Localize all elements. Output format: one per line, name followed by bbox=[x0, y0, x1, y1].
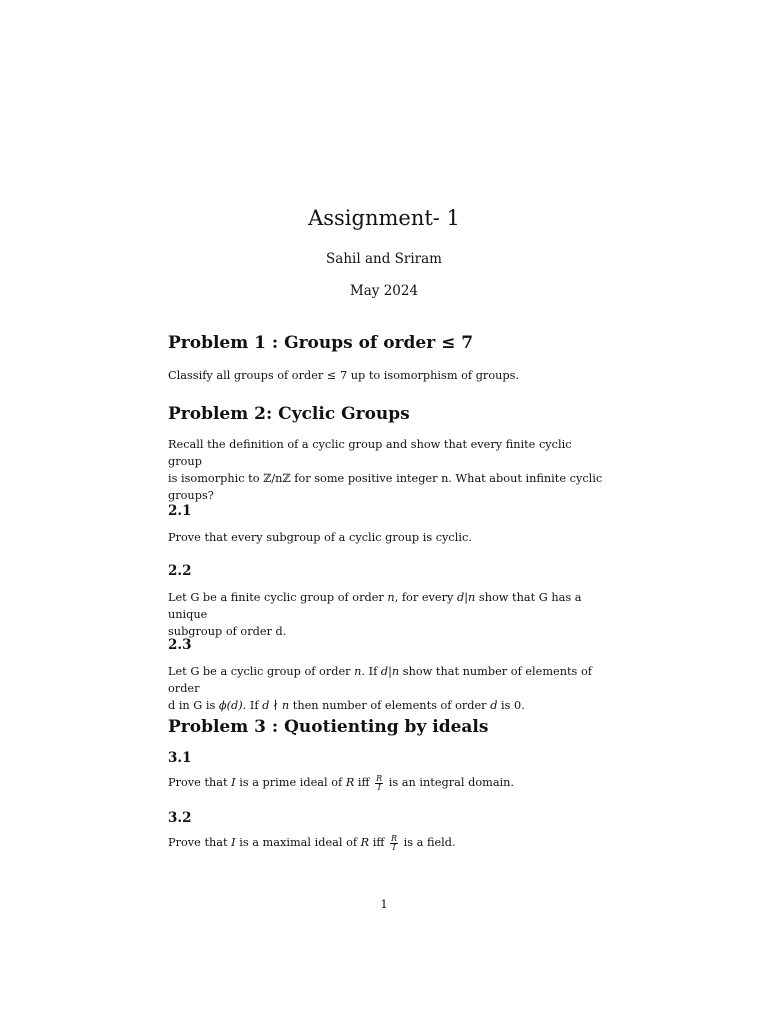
section-3-2-heading: 3.2 bbox=[168, 810, 192, 826]
section-3-1-text: Prove that I is a prime ideal of R iff $\frac{R}{I}$ is an integral domain. bbox=[168, 773, 515, 792]
math-d-not-divides-n: d ∤ n bbox=[262, 699, 290, 712]
document-date: May 2024 bbox=[349, 283, 419, 299]
section-2-3-line: Let G be a cyclic group of order n. If d|n show that number of elements of order bbox=[168, 665, 592, 695]
math-phi-d: ϕ(d) bbox=[218, 699, 243, 712]
fraction-R-over-I: $\frac{R}{I}$ bbox=[391, 833, 398, 852]
problem-2-heading: Problem 2: Cyclic Groups bbox=[168, 404, 410, 424]
problem-2-text-line: groups? bbox=[168, 489, 214, 502]
section-2-3-text bbox=[168, 663, 608, 714]
section-2-2-text bbox=[168, 589, 608, 640]
math-I: I bbox=[231, 836, 236, 849]
section-3-1-heading: 3.1 bbox=[168, 750, 192, 766]
page-number: 1 bbox=[380, 897, 388, 911]
problem-2-text bbox=[168, 436, 608, 504]
section-2-2-line: Let G be a finite cyclic group of order n, for every d|n show that G has a unique bbox=[168, 591, 582, 621]
math-n: n bbox=[354, 665, 362, 678]
section-3-2-text: Prove that I is a maximal ideal of R iff $\frac{R}{I}$ is a field. bbox=[168, 833, 456, 852]
problem-1-text: Classify all groups of order ≤ 7 up to isomorphism of groups. bbox=[168, 369, 520, 382]
document-title: Assignment- 1 bbox=[308, 206, 460, 230]
section-2-1-heading: 2.1 bbox=[168, 503, 192, 519]
problem-3-heading: Problem 3 : Quotienting by ideals bbox=[168, 717, 489, 737]
math-n: n bbox=[387, 591, 395, 604]
math-I: I bbox=[231, 776, 236, 789]
math-R: R bbox=[360, 836, 370, 849]
section-2-1-text: Prove that every subgroup of a cyclic group is cyclic. bbox=[168, 531, 472, 544]
section-2-3-line: d in G is ϕ(d). If d ∤ n then number of elements of order d is 0. bbox=[168, 699, 525, 712]
problem-2-text-line: Recall the definition of a cyclic group and show that every finite cyclic group bbox=[168, 438, 572, 468]
problem-2-text-line: is isomorphic to ℤ/nℤ for some positive integer n. What about infinite cyclic bbox=[168, 472, 603, 485]
document-authors: Sahil and Sriram bbox=[326, 251, 442, 267]
math-d: d bbox=[490, 699, 498, 712]
section-2-2-line: subgroup of order d. bbox=[168, 625, 287, 638]
section-2-3-heading: 2.3 bbox=[168, 637, 192, 653]
section-2-2-heading: 2.2 bbox=[168, 563, 192, 579]
problem-1-heading: Problem 1 : Groups of order ≤ 7 bbox=[168, 333, 474, 353]
math-R: R bbox=[345, 776, 355, 789]
math-d-divides-n: d|n bbox=[456, 591, 476, 604]
math-d-divides-n: d|n bbox=[380, 665, 400, 678]
fraction-R-over-I: $\frac{R}{I}$ bbox=[376, 773, 383, 792]
